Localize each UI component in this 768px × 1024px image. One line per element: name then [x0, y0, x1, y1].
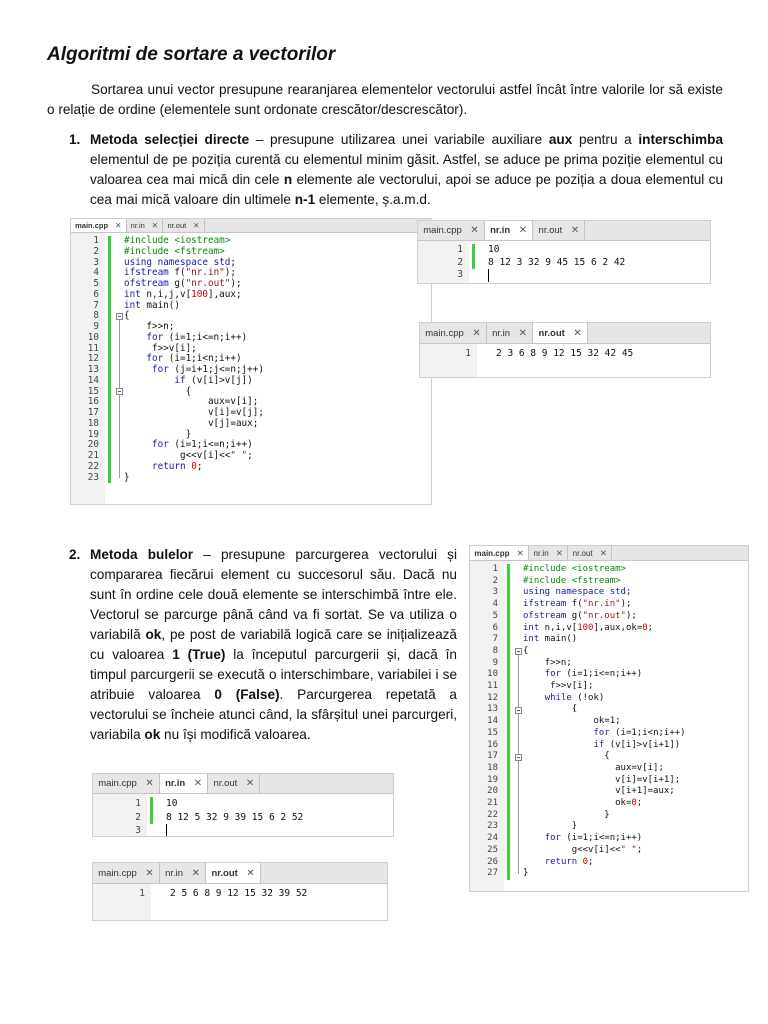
- line-number: 8: [492, 645, 498, 656]
- line-number: 17: [487, 751, 498, 762]
- line-number: 15: [487, 727, 498, 738]
- code-line: f>>v[i];: [523, 681, 594, 692]
- line-number: 14: [487, 716, 498, 727]
- editor-content[interactable]: [420, 344, 710, 378]
- close-icon[interactable]: ✕: [145, 867, 154, 879]
- editor-content[interactable]: [71, 233, 431, 505]
- line-number: 13: [87, 364, 99, 375]
- editor-tab-bar: [93, 774, 393, 794]
- code-line: v[i]=v[j];: [124, 407, 264, 418]
- line-number: 6: [492, 622, 498, 633]
- line-number: 3: [492, 587, 498, 598]
- tab-nr-in[interactable]: [127, 219, 164, 232]
- tab-label: main.cpp: [98, 867, 137, 879]
- bubble-input-file: [92, 773, 394, 837]
- tab-main-cpp[interactable]: [420, 323, 487, 343]
- code-lines: [170, 884, 307, 901]
- line-number: 21: [487, 798, 498, 809]
- line-number: 24: [487, 833, 498, 844]
- line-number: 4: [93, 267, 99, 279]
- code-line: #include <fstream>: [124, 245, 225, 257]
- tab-label: nr.in: [492, 327, 511, 339]
- code-line: ok=0;: [523, 798, 643, 809]
- line-number: 12: [87, 353, 99, 365]
- tab-label: main.cpp: [98, 778, 137, 789]
- fold-toggle[interactable]: [116, 313, 123, 320]
- tab-nr-out[interactable]: [163, 219, 204, 232]
- line-number: 22: [87, 460, 99, 472]
- tab-nr-out[interactable]: [208, 774, 260, 793]
- close-icon[interactable]: ✕: [516, 548, 524, 558]
- line-number: 19: [487, 774, 498, 785]
- line-number: 2: [93, 245, 99, 257]
- line-number: 7: [93, 299, 99, 311]
- line-number: 13: [487, 704, 498, 715]
- line-number: 20: [87, 439, 99, 451]
- code-line: using namespace std;: [523, 587, 632, 598]
- editor-tab-bar: [93, 863, 387, 884]
- line-number: 21: [87, 450, 99, 461]
- tab-nr-in[interactable]: [160, 863, 206, 883]
- close-icon[interactable]: ✕: [193, 778, 203, 789]
- line-number: 4: [492, 599, 498, 610]
- tab-label: nr.out: [211, 867, 238, 879]
- line-number: 1: [93, 235, 99, 246]
- line-number: 16: [87, 396, 99, 408]
- line-number: 3: [93, 256, 99, 268]
- fold-guide: [119, 317, 120, 478]
- code-line: f>>v[i];: [124, 342, 197, 354]
- tab-nr-in[interactable]: [160, 774, 208, 793]
- line-number: 22: [487, 809, 498, 820]
- line-numbers: [420, 344, 477, 378]
- close-icon[interactable]: ✕: [145, 778, 154, 789]
- code-lines: [166, 794, 303, 837]
- code-line: 10: [488, 244, 500, 255]
- code-lines: [488, 241, 625, 282]
- tab-main-cpp[interactable]: [470, 546, 529, 560]
- code-line: using namespace std;: [124, 256, 236, 268]
- fold-toggle[interactable]: [515, 707, 522, 714]
- code-line: int n,i,j,v[100],aux;: [124, 288, 242, 300]
- section-heading: Metoda bulelor: [90, 547, 194, 562]
- line-number: 2: [492, 575, 498, 586]
- line-number: 12: [487, 692, 498, 703]
- code-line: for (i=1;i<=n;i++): [544, 669, 643, 680]
- close-icon[interactable]: ✕: [191, 867, 200, 879]
- close-icon[interactable]: ✕: [192, 221, 200, 230]
- code-line: }: [523, 809, 610, 820]
- editor-content[interactable]: [470, 561, 748, 892]
- line-number: 9: [93, 321, 99, 332]
- code-line: {: [124, 385, 192, 397]
- code-line: ok=1;: [523, 716, 621, 727]
- editor-tab-bar: [418, 221, 710, 241]
- code-lines: [496, 344, 633, 360]
- code-line: aux=v[i];: [124, 396, 259, 408]
- modified-lines-marker: [472, 244, 475, 269]
- line-number: 26: [487, 856, 498, 867]
- code-line: #include <iostream>: [523, 564, 626, 574]
- line-number: 2: [135, 811, 141, 823]
- tab-nr-out[interactable]: [533, 221, 585, 240]
- tab-nr-in[interactable]: [487, 323, 533, 343]
- tab-nr-out[interactable]: [533, 323, 588, 343]
- section-text: Metoda selecției directe – presupune utilizarea unei variabile auxiliare aux pentru a interschimba elementul de pe poziția curentă cu elementul minim găsit. Astfel, se aduce pe prima poziție elementul cu valoarea cea mai mică din cele n elemente ale vectorului, apoi se aduce pe poziția a doua elementul cu cea mai mică valoare din ultimele n-1 elemente, ș.a.m.d.: [90, 132, 724, 207]
- intro-paragraph: Sortarea unui vector presupune rearanjarea elementelor vectorului astfel încât între valorile lor să existe o relație de ordine (elementele sunt ordonate crescător/descrescător).: [47, 82, 723, 117]
- line-number: 2: [457, 256, 463, 268]
- section-selection-sort: [69, 130, 724, 210]
- line-number: 19: [87, 428, 99, 440]
- code-line: for (i=1;i<n;i++): [593, 727, 686, 738]
- line-number: 5: [492, 610, 498, 621]
- editor-tab-bar: [470, 546, 748, 561]
- close-icon[interactable]: ✕: [246, 867, 255, 879]
- text-cursor: [166, 824, 167, 837]
- line-number: 10: [487, 669, 498, 680]
- line-numbers: [418, 241, 469, 284]
- code-line: }: [523, 868, 529, 879]
- line-number: 11: [487, 681, 498, 692]
- code-line: ofstream g("nr.out");: [124, 278, 242, 289]
- code-line: v[j]=aux;: [124, 417, 259, 429]
- tab-nr-in[interactable]: [529, 546, 568, 560]
- tab-label: nr.in: [490, 225, 511, 236]
- code-line: int main(): [124, 299, 180, 311]
- line-number: 1: [135, 798, 141, 809]
- line-number: 1: [465, 348, 471, 359]
- tab-label: nr.in: [130, 221, 145, 230]
- code-line: for (j=i+1;j<=n;j++): [152, 364, 264, 375]
- bubble-output-file: [92, 862, 388, 921]
- tab-label: nr.out: [572, 548, 593, 558]
- code-lines: [124, 233, 264, 483]
- tab-label: main.cpp: [425, 327, 464, 339]
- fold-toggle[interactable]: [116, 388, 123, 395]
- close-icon[interactable]: ✕: [555, 548, 563, 558]
- close-icon[interactable]: ✕: [599, 548, 607, 558]
- code-line: }: [523, 821, 578, 832]
- code-line: 10: [166, 798, 178, 809]
- line-number: 14: [87, 374, 99, 386]
- line-number: 16: [487, 739, 498, 750]
- code-line: ifstream f("nr.in");: [124, 267, 236, 279]
- code-line: 8 12 3 32 9 45 15 6 2 42: [488, 256, 626, 268]
- fold-toggle[interactable]: [515, 754, 522, 761]
- section-heading: Metoda selecției directe: [90, 132, 250, 147]
- close-icon[interactable]: ✕: [573, 327, 582, 339]
- line-number: 1: [492, 564, 498, 574]
- code-line: if (v[i]>v[i+1]): [593, 739, 681, 750]
- code-line: for (i=1;i<=n;i++): [544, 833, 643, 844]
- code-line: #include <fstream>: [523, 575, 621, 586]
- line-number: 7: [492, 634, 498, 645]
- code-line: while (!ok): [544, 692, 605, 703]
- code-line: 2 5 6 8 9 12 15 32 39 52: [170, 888, 308, 899]
- tab-label: nr.in: [533, 548, 549, 558]
- line-number: 10: [87, 331, 99, 343]
- code-line: #include <iostream>: [124, 235, 231, 246]
- line-number: 23: [487, 821, 498, 832]
- code-line: ofstream g("nr.out");: [523, 610, 637, 621]
- code-line: v[i]=v[i+1];: [523, 774, 681, 785]
- code-line: g<<v[i]<<" ";: [124, 450, 253, 461]
- section-number: 2.: [69, 547, 81, 562]
- tab-label: nr.out: [213, 778, 238, 789]
- tab-label: nr.out: [167, 221, 187, 230]
- selection-code-editor: [70, 218, 432, 505]
- line-numbers: [93, 794, 147, 837]
- code-line: 2 3 6 8 9 12 15 32 42 45: [496, 348, 634, 359]
- tab-nr-out[interactable]: [206, 863, 261, 883]
- line-number: 1: [139, 888, 145, 899]
- close-icon[interactable]: ✕: [472, 327, 481, 339]
- code-line: return 0;: [544, 856, 594, 867]
- code-line: for (i=1;i<n;i++): [146, 353, 242, 365]
- page-title: Algoritmi de sortare a vectorilor: [47, 44, 336, 65]
- text-cursor: [488, 269, 489, 282]
- tab-main-cpp[interactable]: [71, 219, 127, 232]
- tab-label: nr.out: [538, 327, 565, 339]
- code-line: f>>n;: [523, 657, 572, 668]
- editor-tab-bar: [420, 323, 710, 344]
- line-number: 3: [135, 825, 141, 836]
- section-bubble-sort: [69, 545, 457, 745]
- code-line: ifstream f("nr.in");: [523, 599, 632, 610]
- line-number: 27: [487, 868, 498, 879]
- code-line: aux=v[i];: [523, 762, 664, 773]
- code-line: for (i=1;i<=n;i++): [152, 439, 253, 451]
- tab-main-cpp[interactable]: [93, 863, 160, 883]
- close-icon[interactable]: ✕: [151, 221, 159, 230]
- code-line: v[i+1]=aux;: [523, 786, 675, 797]
- line-number: 6: [93, 288, 99, 300]
- editor-tab-bar: [71, 219, 431, 233]
- line-number: 9: [492, 657, 498, 668]
- close-icon[interactable]: ✕: [114, 221, 122, 230]
- code-line: {: [523, 751, 610, 762]
- code-line: f>>n;: [124, 321, 175, 332]
- code-line: {: [124, 310, 130, 322]
- section-number: 1.: [69, 132, 81, 147]
- line-numbers: [470, 561, 504, 892]
- tab-label: nr.in: [165, 778, 186, 789]
- close-icon[interactable]: ✕: [518, 225, 528, 236]
- line-number: 5: [93, 278, 99, 289]
- tab-label: main.cpp: [75, 221, 109, 230]
- line-number: 20: [487, 786, 498, 797]
- code-line: for (i=1;i<=n;i++): [146, 331, 248, 343]
- line-numbers: [71, 233, 105, 505]
- bubble-code-editor: [469, 545, 749, 892]
- line-number: 18: [87, 417, 99, 429]
- line-number: 15: [87, 385, 99, 397]
- line-number: 17: [87, 407, 99, 418]
- line-number: 18: [487, 762, 498, 773]
- code-line: [166, 824, 303, 837]
- close-icon[interactable]: ✕: [518, 327, 527, 339]
- tab-main-cpp[interactable]: [93, 774, 160, 793]
- code-line: }: [124, 471, 130, 483]
- code-line: 8 12 5 32 9 39 15 6 2 52: [166, 811, 304, 823]
- editor-content[interactable]: [93, 884, 387, 921]
- tab-label: main.cpp: [474, 548, 510, 558]
- close-icon[interactable]: ✕: [470, 225, 479, 236]
- code-line: int n,i,v[100],aux,ok=0;: [523, 622, 654, 633]
- tab-main-cpp[interactable]: [418, 221, 485, 240]
- line-number: 1: [457, 244, 463, 255]
- modified-lines-marker: [150, 797, 153, 824]
- modified-lines-marker: [108, 236, 111, 483]
- fold-guide: [518, 652, 519, 874]
- line-number: 25: [487, 844, 498, 855]
- tab-label: nr.in: [165, 867, 184, 879]
- line-number: 8: [93, 310, 99, 322]
- code-line: {: [523, 704, 578, 715]
- code-line: }: [124, 428, 192, 440]
- selection-input-file: [417, 220, 711, 284]
- fold-toggle[interactable]: [515, 648, 522, 655]
- line-number: 23: [87, 471, 99, 483]
- line-number: 3: [457, 269, 463, 280]
- code-line: {: [523, 645, 529, 656]
- close-icon[interactable]: ✕: [245, 778, 255, 789]
- code-line: return 0;: [152, 460, 203, 472]
- code-line: [488, 269, 625, 282]
- editor-content[interactable]: [418, 241, 710, 284]
- code-line: int main(): [523, 634, 578, 645]
- tab-label: main.cpp: [423, 225, 462, 236]
- modified-lines-marker: [507, 564, 510, 880]
- code-line: g<<v[i]<<" ";: [523, 844, 643, 855]
- section-text: Metoda bulelor – presupune parcurgerea vectorului și compararea fiecărui element cu succesorul său. Dacă nu sunt în ordine cele două elemente se interschimbă între ele. Vectorul se parcurge până când va fi sortat. Se va utiliza o variabilă ok, pe post de variabilă logică care se inițializează cu valoarea 1 (True) la începutul parcurgerii și, dacă în timpul parcurgerii se execută o interschimbare, variabilei i se atribuie valoarea 0 (False). Parcurgerea repetată a vectorului se încheie atunci când, la sfârșitul unei parcurgeri, variabila ok nu își modifică valoarea.: [90, 547, 457, 742]
- close-icon[interactable]: ✕: [570, 225, 580, 236]
- code-line: if (v[i]>v[j]): [174, 374, 253, 386]
- selection-output-file: [419, 322, 711, 378]
- code-lines: [523, 561, 686, 880]
- tab-nr-in[interactable]: [485, 221, 533, 240]
- line-number: 11: [87, 342, 99, 354]
- editor-content[interactable]: [93, 794, 393, 837]
- line-numbers: [93, 884, 151, 921]
- tab-nr-out[interactable]: [568, 546, 612, 560]
- tab-label: nr.out: [538, 225, 563, 236]
